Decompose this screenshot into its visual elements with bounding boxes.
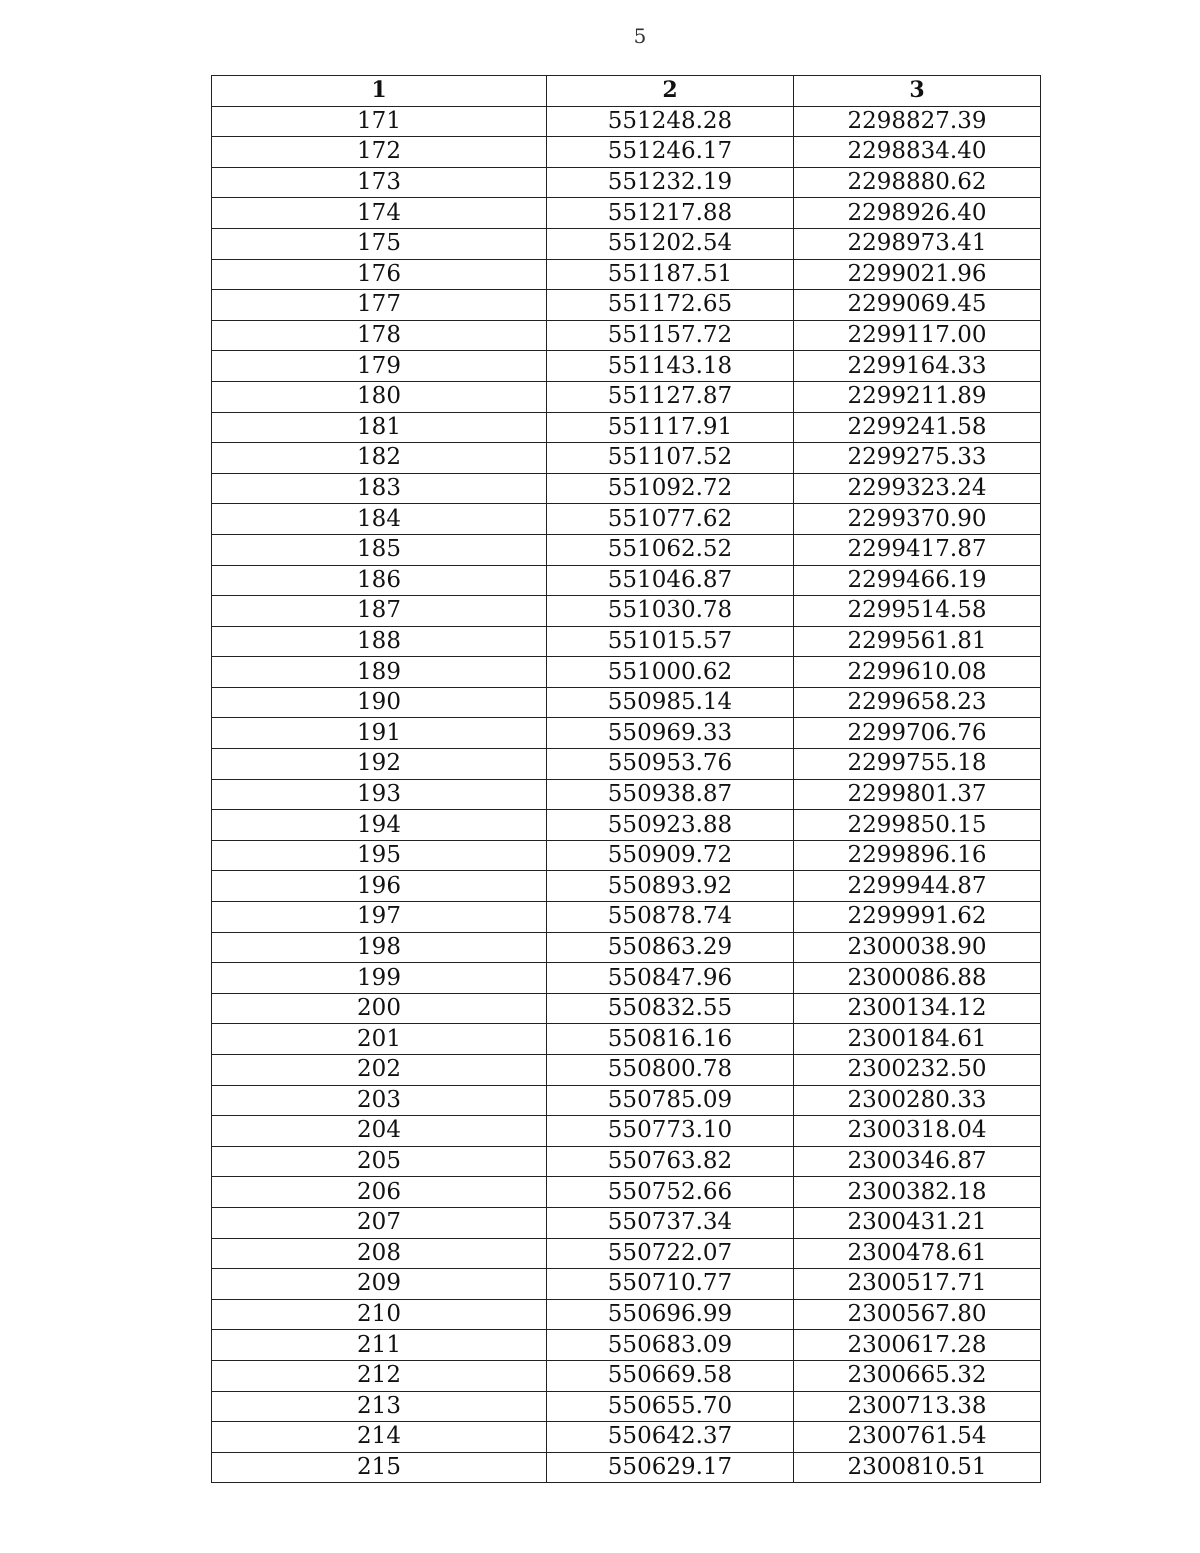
x-coordinate-cell: 550953.76	[547, 749, 794, 780]
point-number-cell: 207	[212, 1207, 547, 1238]
table-row	[212, 198, 1041, 229]
point-number-cell: 171	[212, 106, 547, 137]
point-number-cell: 210	[212, 1299, 547, 1330]
x-coordinate-cell: 550893.92	[547, 871, 794, 902]
y-coordinate-cell: 2300478.61	[794, 1238, 1041, 1269]
table-row	[212, 749, 1041, 780]
y-coordinate-cell: 2298827.39	[794, 106, 1041, 137]
table-row	[212, 1422, 1041, 1453]
x-coordinate-cell: 551187.51	[547, 259, 794, 290]
y-coordinate-cell: 2300617.28	[794, 1330, 1041, 1361]
x-coordinate-cell: 550763.82	[547, 1146, 794, 1177]
y-coordinate-cell: 2300086.88	[794, 963, 1041, 994]
point-number-cell: 181	[212, 412, 547, 443]
point-number-cell: 174	[212, 198, 547, 229]
point-number-cell: 191	[212, 718, 547, 749]
y-coordinate-cell: 2300184.61	[794, 1024, 1041, 1055]
y-coordinate-cell: 2298834.40	[794, 137, 1041, 168]
point-number-cell: 202	[212, 1055, 547, 1086]
y-coordinate-cell: 2298973.41	[794, 228, 1041, 259]
table-row	[212, 443, 1041, 474]
y-coordinate-cell: 2299944.87	[794, 871, 1041, 902]
x-coordinate-cell: 550938.87	[547, 779, 794, 810]
point-number-cell: 172	[212, 137, 547, 168]
point-number-cell: 189	[212, 657, 547, 688]
y-coordinate-cell: 2300038.90	[794, 932, 1041, 963]
y-coordinate-cell: 2300382.18	[794, 1177, 1041, 1208]
y-coordinate-cell: 2298880.62	[794, 167, 1041, 198]
table-row	[212, 902, 1041, 933]
point-number-cell: 173	[212, 167, 547, 198]
x-coordinate-cell: 550669.58	[547, 1360, 794, 1391]
y-coordinate-cell: 2300567.80	[794, 1299, 1041, 1330]
y-coordinate-cell: 2300280.33	[794, 1085, 1041, 1116]
x-coordinate-cell: 550878.74	[547, 902, 794, 933]
point-number-cell: 204	[212, 1116, 547, 1147]
coordinates-table	[211, 75, 1041, 1483]
table-row	[212, 1238, 1041, 1269]
point-number-cell: 185	[212, 534, 547, 565]
y-coordinate-cell: 2299658.23	[794, 687, 1041, 718]
table-row	[212, 504, 1041, 535]
table-row	[212, 871, 1041, 902]
y-coordinate-cell: 2300810.51	[794, 1452, 1041, 1483]
x-coordinate-cell: 550923.88	[547, 810, 794, 841]
x-coordinate-cell: 551046.87	[547, 565, 794, 596]
x-coordinate-cell: 551217.88	[547, 198, 794, 229]
point-number-cell: 199	[212, 963, 547, 994]
point-number-cell: 183	[212, 473, 547, 504]
table-row	[212, 718, 1041, 749]
table-row	[212, 259, 1041, 290]
table-row	[212, 1177, 1041, 1208]
table-row	[212, 412, 1041, 443]
x-coordinate-cell: 550863.29	[547, 932, 794, 963]
point-number-cell: 197	[212, 902, 547, 933]
x-coordinate-cell: 551030.78	[547, 596, 794, 627]
table-row	[212, 351, 1041, 382]
y-coordinate-cell: 2300665.32	[794, 1360, 1041, 1391]
point-number-cell: 175	[212, 228, 547, 259]
point-number-cell: 188	[212, 626, 547, 657]
y-coordinate-cell: 2299275.33	[794, 443, 1041, 474]
x-coordinate-cell: 551000.62	[547, 657, 794, 688]
x-coordinate-cell: 550773.10	[547, 1116, 794, 1147]
x-coordinate-cell: 551232.19	[547, 167, 794, 198]
y-coordinate-cell: 2299241.58	[794, 412, 1041, 443]
table-row	[212, 1085, 1041, 1116]
point-number-cell: 198	[212, 932, 547, 963]
point-number-cell: 205	[212, 1146, 547, 1177]
point-number-cell: 213	[212, 1391, 547, 1422]
x-coordinate-cell: 550985.14	[547, 687, 794, 718]
table-row	[212, 534, 1041, 565]
table-row	[212, 810, 1041, 841]
y-coordinate-cell: 2300134.12	[794, 993, 1041, 1024]
x-coordinate-cell: 550683.09	[547, 1330, 794, 1361]
header-row	[212, 76, 1041, 107]
point-number-cell: 214	[212, 1422, 547, 1453]
y-coordinate-cell: 2299706.76	[794, 718, 1041, 749]
x-coordinate-cell: 550816.16	[547, 1024, 794, 1055]
table-body	[212, 106, 1041, 1483]
table-row	[212, 290, 1041, 321]
x-coordinate-cell: 550752.66	[547, 1177, 794, 1208]
point-number-cell: 178	[212, 320, 547, 351]
x-coordinate-cell: 551062.52	[547, 534, 794, 565]
point-number-cell: 193	[212, 779, 547, 810]
x-coordinate-cell: 550800.78	[547, 1055, 794, 1086]
y-coordinate-cell: 2299755.18	[794, 749, 1041, 780]
y-coordinate-cell: 2300232.50	[794, 1055, 1041, 1086]
table-row	[212, 626, 1041, 657]
x-coordinate-cell: 550847.96	[547, 963, 794, 994]
x-coordinate-cell: 550710.77	[547, 1269, 794, 1300]
y-coordinate-cell: 2300318.04	[794, 1116, 1041, 1147]
table-row	[212, 473, 1041, 504]
y-coordinate-cell: 2300713.38	[794, 1391, 1041, 1422]
page-number: 5	[633, 24, 647, 48]
point-number-cell: 190	[212, 687, 547, 718]
table-row	[212, 137, 1041, 168]
x-coordinate-cell: 551107.52	[547, 443, 794, 474]
point-number-cell: 194	[212, 810, 547, 841]
column-header-1: 1	[212, 76, 547, 107]
y-coordinate-cell: 2300346.87	[794, 1146, 1041, 1177]
table-row	[212, 1452, 1041, 1483]
table-row	[212, 596, 1041, 627]
point-number-cell: 201	[212, 1024, 547, 1055]
y-coordinate-cell: 2299896.16	[794, 840, 1041, 871]
x-coordinate-cell: 550629.17	[547, 1452, 794, 1483]
table-row	[212, 1299, 1041, 1330]
y-coordinate-cell: 2299466.19	[794, 565, 1041, 596]
column-header-2: 2	[547, 76, 794, 107]
point-number-cell: 211	[212, 1330, 547, 1361]
table-row	[212, 1207, 1041, 1238]
table-row	[212, 963, 1041, 994]
x-coordinate-cell: 551127.87	[547, 381, 794, 412]
table-row	[212, 1055, 1041, 1086]
y-coordinate-cell: 2300517.71	[794, 1269, 1041, 1300]
x-coordinate-cell: 551092.72	[547, 473, 794, 504]
point-number-cell: 192	[212, 749, 547, 780]
x-coordinate-cell: 551143.18	[547, 351, 794, 382]
point-number-cell: 215	[212, 1452, 547, 1483]
point-number-cell: 187	[212, 596, 547, 627]
y-coordinate-cell: 2299323.24	[794, 473, 1041, 504]
table-row	[212, 106, 1041, 137]
y-coordinate-cell: 2299211.89	[794, 381, 1041, 412]
x-coordinate-cell: 551077.62	[547, 504, 794, 535]
point-number-cell: 196	[212, 871, 547, 902]
table-row	[212, 228, 1041, 259]
table-row	[212, 381, 1041, 412]
x-coordinate-cell: 551172.65	[547, 290, 794, 321]
point-number-cell: 209	[212, 1269, 547, 1300]
x-coordinate-cell: 550696.99	[547, 1299, 794, 1330]
y-coordinate-cell: 2299164.33	[794, 351, 1041, 382]
y-coordinate-cell: 2299850.15	[794, 810, 1041, 841]
point-number-cell: 186	[212, 565, 547, 596]
point-number-cell: 206	[212, 1177, 547, 1208]
y-coordinate-cell: 2299514.58	[794, 596, 1041, 627]
x-coordinate-cell: 550722.07	[547, 1238, 794, 1269]
column-header-3: 3	[794, 76, 1041, 107]
table-row	[212, 687, 1041, 718]
y-coordinate-cell: 2299801.37	[794, 779, 1041, 810]
table-row	[212, 779, 1041, 810]
x-coordinate-cell: 550832.55	[547, 993, 794, 1024]
point-number-cell: 177	[212, 290, 547, 321]
y-coordinate-cell: 2299069.45	[794, 290, 1041, 321]
x-coordinate-cell: 551248.28	[547, 106, 794, 137]
x-coordinate-cell: 551157.72	[547, 320, 794, 351]
table-row	[212, 840, 1041, 871]
point-number-cell: 179	[212, 351, 547, 382]
table-row	[212, 565, 1041, 596]
table-row	[212, 167, 1041, 198]
x-coordinate-cell: 551117.91	[547, 412, 794, 443]
y-coordinate-cell: 2299561.81	[794, 626, 1041, 657]
y-coordinate-cell: 2298926.40	[794, 198, 1041, 229]
table-row	[212, 1330, 1041, 1361]
point-number-cell: 176	[212, 259, 547, 290]
x-coordinate-cell: 551246.17	[547, 137, 794, 168]
x-coordinate-cell: 551202.54	[547, 228, 794, 259]
table-row	[212, 1146, 1041, 1177]
point-number-cell: 182	[212, 443, 547, 474]
table-row	[212, 1024, 1041, 1055]
y-coordinate-cell: 2300761.54	[794, 1422, 1041, 1453]
point-number-cell: 203	[212, 1085, 547, 1116]
point-number-cell: 184	[212, 504, 547, 535]
table-row	[212, 657, 1041, 688]
y-coordinate-cell: 2299610.08	[794, 657, 1041, 688]
table-row	[212, 1269, 1041, 1300]
table-row	[212, 932, 1041, 963]
x-coordinate-cell: 550785.09	[547, 1085, 794, 1116]
y-coordinate-cell: 2299417.87	[794, 534, 1041, 565]
x-coordinate-cell: 550969.33	[547, 718, 794, 749]
x-coordinate-cell: 550737.34	[547, 1207, 794, 1238]
table-row	[212, 320, 1041, 351]
x-coordinate-cell: 551015.57	[547, 626, 794, 657]
y-coordinate-cell: 2299370.90	[794, 504, 1041, 535]
y-coordinate-cell: 2299117.00	[794, 320, 1041, 351]
table-row	[212, 1391, 1041, 1422]
y-coordinate-cell: 2299021.96	[794, 259, 1041, 290]
y-coordinate-cell: 2299991.62	[794, 902, 1041, 933]
y-coordinate-cell: 2300431.21	[794, 1207, 1041, 1238]
x-coordinate-cell: 550655.70	[547, 1391, 794, 1422]
table-row	[212, 1360, 1041, 1391]
point-number-cell: 195	[212, 840, 547, 871]
x-coordinate-cell: 550909.72	[547, 840, 794, 871]
point-number-cell: 200	[212, 993, 547, 1024]
table-row	[212, 1116, 1041, 1147]
point-number-cell: 180	[212, 381, 547, 412]
table-row	[212, 993, 1041, 1024]
x-coordinate-cell: 550642.37	[547, 1422, 794, 1453]
point-number-cell: 212	[212, 1360, 547, 1391]
point-number-cell: 208	[212, 1238, 547, 1269]
table-header	[212, 76, 1041, 107]
